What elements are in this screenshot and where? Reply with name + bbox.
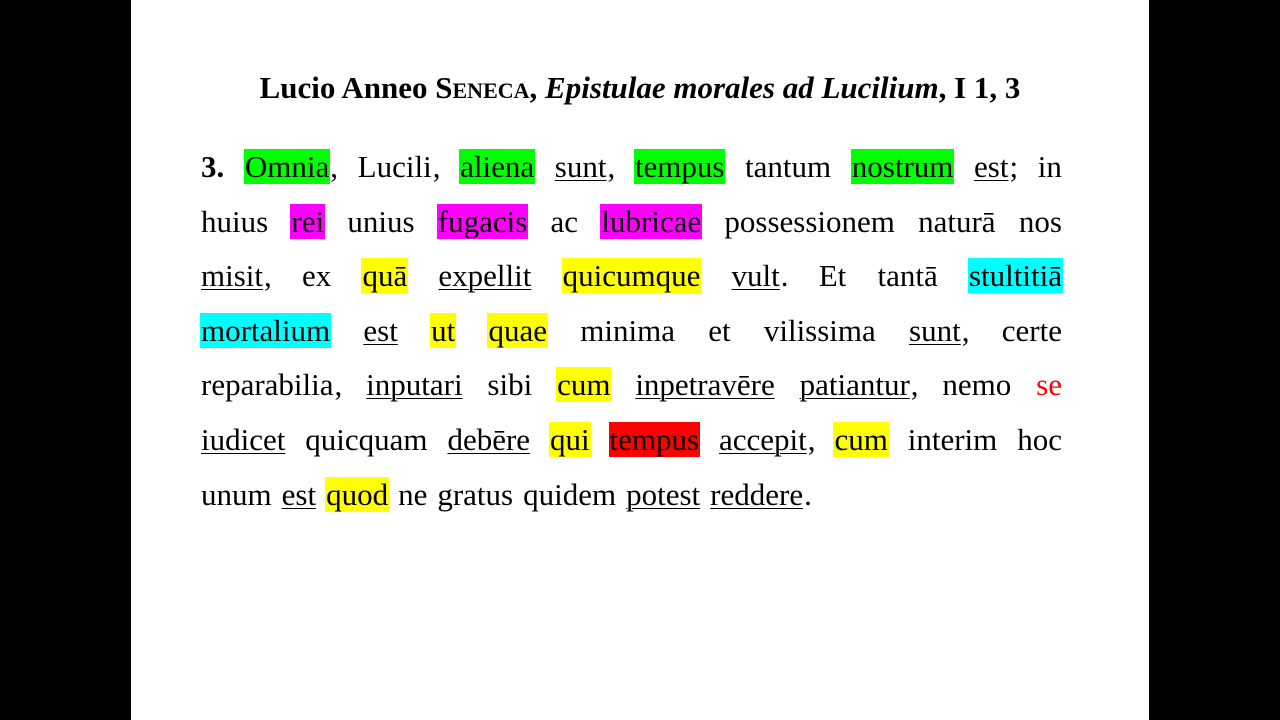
punctuation: ; [1009,149,1019,184]
passage-word [763,304,877,359]
passage-word [200,304,331,359]
word-text: misit [201,258,264,294]
punctuation: , [807,421,816,457]
word-text: cum [834,421,888,457]
passage-word [346,195,415,250]
word-text: possessionem [724,203,895,239]
word-text: tempus [609,421,700,457]
word-text: patiantur [799,367,910,403]
word-text: vilissima [763,312,876,348]
passage-word [430,304,456,359]
passage-word [437,195,529,250]
word-text: expellit [438,258,532,294]
word-text: nostrum [851,149,954,184]
passage-word [446,413,531,468]
passage-word [554,140,615,195]
punctuation: , [961,312,970,348]
word-text: debēre [447,421,531,457]
passage-word [200,468,273,523]
title-separator: , [529,70,538,105]
word-text: reddere [710,476,804,512]
word-text: qui [549,421,590,457]
passage-word [1016,413,1063,468]
passage-word [1035,358,1063,413]
word-text: quidem [523,476,617,512]
passage-word [907,413,999,468]
word-text: ne [398,476,428,512]
passage-word [941,358,1012,413]
punctuation: . [804,476,812,512]
punctuation: , [910,367,919,403]
passage-word [579,304,676,359]
section-number [200,140,225,195]
punctuation: , [264,258,272,294]
title-work: Epistulae morales ad Lucilium [545,70,939,105]
word-text: mortalium [201,312,331,348]
word-text: et [708,312,731,348]
passage-word [325,468,389,523]
passage-word [609,413,701,468]
word-text: est [363,312,398,348]
word-text: lubricae [601,203,702,239]
passage-word [562,249,702,304]
passage-line [200,358,1063,413]
word-text: vult [731,258,780,294]
punctuation: , [330,149,339,184]
word-text: minima [580,312,675,348]
word-text: aliena [460,149,535,184]
passage-word [731,249,789,304]
word-text: iudicet [201,421,286,457]
passage-word [437,249,532,304]
passage-line [200,304,1063,359]
passage-word [709,468,812,523]
word-text: Et [818,258,847,294]
title-reference: , I 1, 3 [938,70,1021,105]
word-text: huius [201,203,269,239]
word-text: Omnia [244,149,330,184]
word-text: 3. [201,149,225,184]
passage-word [397,468,428,523]
word-text: potest [626,476,701,512]
word-text: tantā [877,258,938,294]
word-text: accepit [719,421,807,457]
passage-word [917,195,996,250]
passage-word [290,195,325,250]
word-text: sunt [554,149,607,184]
slide-page [131,0,1149,720]
word-text: stultitiā [968,258,1062,294]
word-text: sunt [909,312,961,348]
passage-word [707,304,731,359]
passage-word [1018,195,1063,250]
word-text: se [1036,367,1062,403]
word-text: tantum [745,149,832,184]
word-text: nemo [942,367,1012,403]
word-text: reparabilia [201,367,334,403]
passage-word [718,413,816,468]
page-title [131,70,1149,106]
punctuation: , [432,149,441,184]
passage-word [200,413,286,468]
passage-word [304,413,428,468]
word-text: quā [362,258,408,294]
word-text: ut [431,312,456,348]
word-text: quod [326,476,389,512]
passage-word [436,468,514,523]
word-text: cum [557,367,611,403]
passage-word [1001,304,1063,359]
passage-word [799,358,919,413]
passage-word [301,249,332,304]
passage-word [281,468,317,523]
passage-word [723,195,896,250]
passage-word [365,358,463,413]
passage-line [200,413,1063,468]
word-text: hoc [1017,421,1062,457]
passage-word [200,195,269,250]
passage-word [1037,140,1063,195]
word-text: ex [301,258,332,294]
passage-line [200,249,1063,304]
word-text: inputari [366,367,463,403]
passage-word [362,304,398,359]
passage-line [200,140,1063,195]
word-text: gratus [437,476,514,512]
passage-word [549,413,591,468]
word-text: quicumque [562,258,701,294]
passage-word [522,468,617,523]
word-text: quicquam [305,421,428,457]
passage-word [459,140,535,195]
passage-word [487,304,548,359]
word-text: ac [550,203,579,239]
passage-word [625,468,701,523]
passage-word [833,413,888,468]
passage-word [600,195,702,250]
passage-word [244,140,338,195]
word-text: fugacis [437,203,528,239]
word-text: naturā [918,203,996,239]
word-text: in [1037,149,1062,184]
passage-word [486,358,533,413]
word-text: est [281,476,317,512]
passage-word [361,249,408,304]
passage-word [744,140,832,195]
word-text: sibi [487,367,533,403]
passage-word [851,140,955,195]
passage-word [634,140,726,195]
passage-word [908,304,969,359]
word-text: Lucili [357,149,432,184]
punctuation: , [607,149,616,184]
word-text: nos [1018,203,1062,239]
word-text: inpetravēre [635,367,775,403]
punctuation: . [780,258,789,294]
passage-word [634,358,775,413]
passage-word [200,358,342,413]
passage-word [973,140,1018,195]
passage-line [200,195,1063,250]
passage-word [877,249,939,304]
passage-word [968,249,1063,304]
passage-word [200,249,272,304]
passage-word [818,249,848,304]
passage-line [200,468,1063,523]
word-text: est [974,149,1009,184]
punctuation: , [334,367,343,403]
passage-word [357,140,441,195]
word-text: certe [1001,312,1062,348]
latin-passage [200,140,1063,522]
title-author-first: Lucio Anneo [259,70,428,105]
word-text: tempus [634,149,725,184]
word-text: interim [907,421,998,457]
word-text: unum [201,476,272,512]
passage-word [550,195,580,250]
word-text: unius [347,203,415,239]
word-text: rei [291,203,325,239]
title-author-last: Seneca [435,70,530,105]
word-text: quae [488,312,547,348]
passage-word [556,358,611,413]
